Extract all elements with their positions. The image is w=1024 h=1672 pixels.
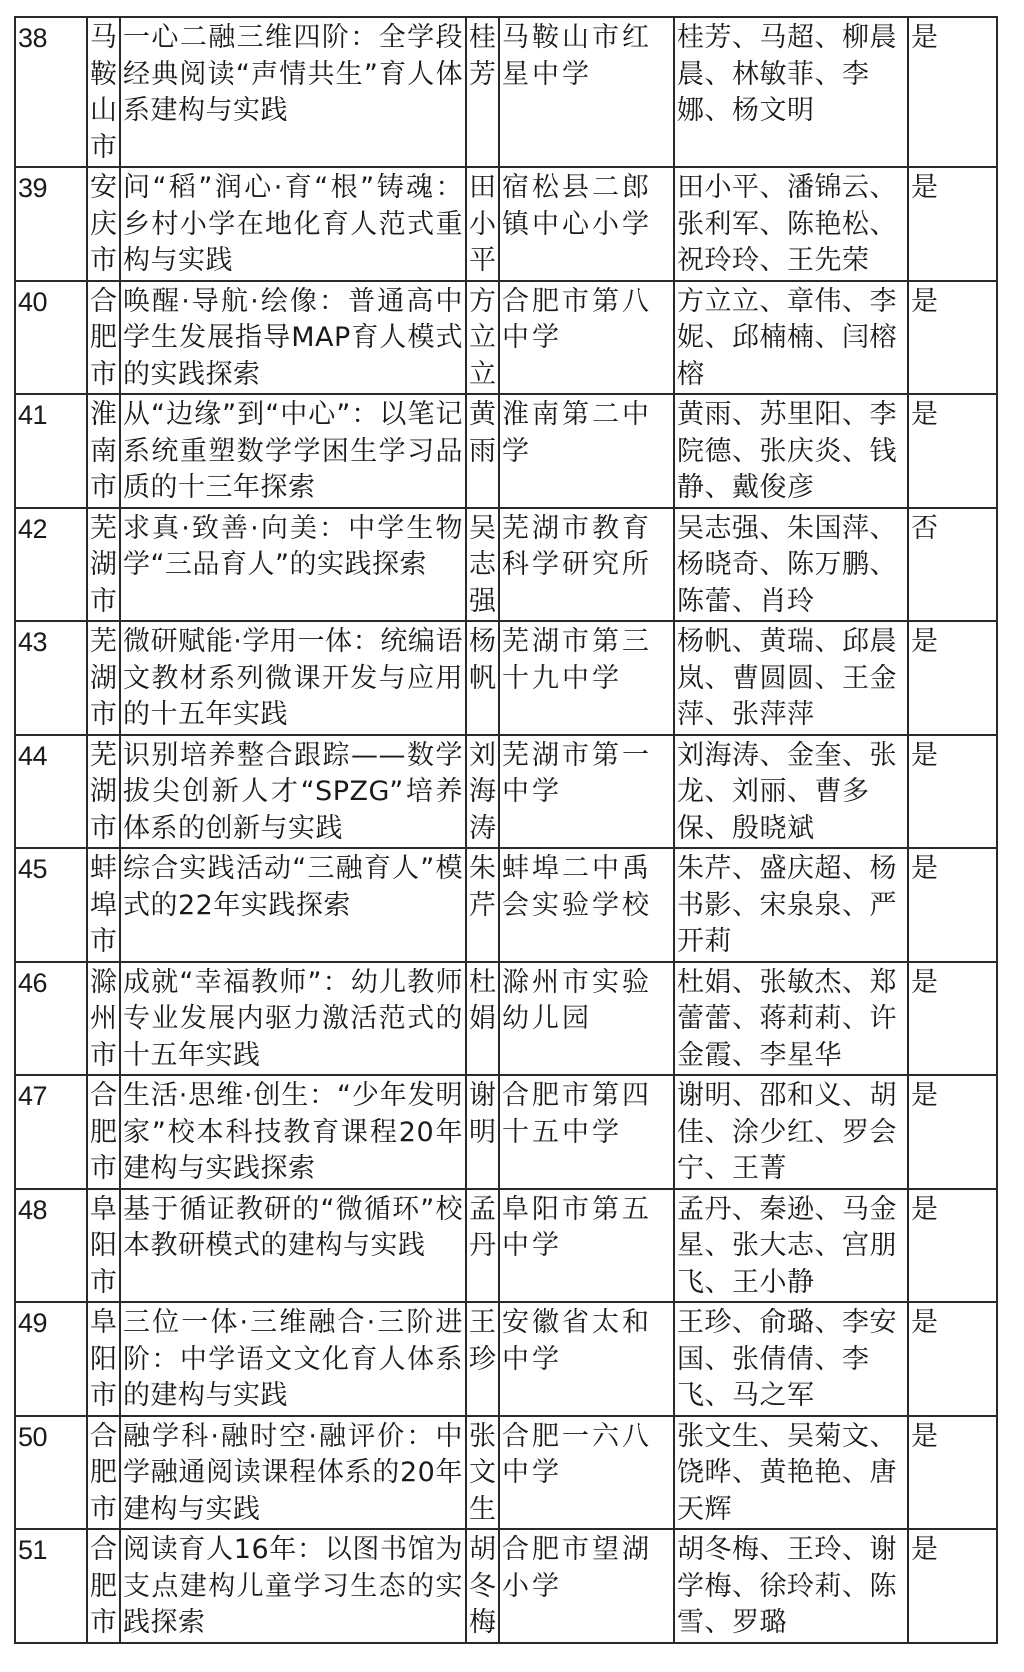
flag-cell: 是 <box>908 394 997 508</box>
lead-person-cell: 黄雨 <box>466 394 499 508</box>
table-row <box>15 1302 997 1416</box>
members-cell: 杜娟、张敏杰、郑蕾蕾、蒋莉莉、许金霞、李星华 <box>674 962 908 1076</box>
members-cell: 田小平、潘锦云、张利军、陈艳松、祝玲玲、王先荣 <box>674 167 908 281</box>
table-row <box>15 167 997 281</box>
project-title-cell: 从“边缘”到“中心”：以笔记系统重塑数学学困生学习品质的十三年探索 <box>120 394 466 508</box>
project-title-cell: 基于循证教研的“微循环”校本教研模式的建构与实践 <box>120 1189 466 1303</box>
lead-person-cell: 刘海涛 <box>466 735 499 849</box>
city-cell: 蚌埠市 <box>87 848 120 962</box>
flag-cell: 是 <box>908 1529 997 1643</box>
table-row <box>15 1189 997 1303</box>
members-cell: 张文生、吴菊文、饶晔、黄艳艳、唐天辉 <box>674 1416 908 1530</box>
lead-person-cell: 王珍 <box>466 1302 499 1416</box>
unit-cell: 阜阳市第五中学 <box>499 1189 674 1303</box>
lead-person-cell: 桂芳 <box>466 17 499 167</box>
project-title-cell: 一心二融三维四阶：全学段经典阅读“声情共生”育人体系建构与实践 <box>120 17 466 167</box>
table-row <box>15 848 997 962</box>
row-number: 45 <box>15 848 87 962</box>
members-cell: 桂芳、马超、柳晨晨、林敏菲、李娜、杨文明 <box>674 17 908 167</box>
flag-cell: 是 <box>908 17 997 167</box>
lead-person-cell: 田小平 <box>466 167 499 281</box>
table-body <box>15 17 997 1643</box>
flag-cell: 是 <box>908 1189 997 1303</box>
unit-cell: 芜湖市第三十九中学 <box>499 621 674 735</box>
lead-person-cell: 谢明 <box>466 1075 499 1189</box>
members-cell: 朱芹、盛庆超、杨书影、宋泉泉、严开莉 <box>674 848 908 962</box>
unit-cell: 淮南第二中学 <box>499 394 674 508</box>
table-row <box>15 1529 997 1643</box>
members-cell: 吴志强、朱国萍、杨晓奇、陈万鹏、陈蕾、肖玲 <box>674 508 908 622</box>
table-row <box>15 735 997 849</box>
flag-cell: 是 <box>908 1075 997 1189</box>
lead-person-cell: 方立立 <box>466 281 499 395</box>
unit-cell: 芜湖市第一中学 <box>499 735 674 849</box>
row-number: 51 <box>15 1529 87 1643</box>
unit-cell: 宿松县二郎镇中心小学 <box>499 167 674 281</box>
members-cell: 黄雨、苏里阳、李院德、张庆炎、钱静、戴俊彦 <box>674 394 908 508</box>
project-title-cell: 三位一体·三维融合·三阶进阶：中学语文文化育人体系的建构与实践 <box>120 1302 466 1416</box>
members-cell: 杨帆、黄瑞、邱晨岚、曹圆圆、王金萍、张萍萍 <box>674 621 908 735</box>
row-number: 39 <box>15 167 87 281</box>
row-number: 38 <box>15 17 87 167</box>
row-number: 41 <box>15 394 87 508</box>
members-cell: 方立立、章伟、李妮、邱楠楠、闫榕榕 <box>674 281 908 395</box>
flag-cell: 是 <box>908 735 997 849</box>
members-cell: 胡冬梅、王玲、谢学梅、徐玲莉、陈雪、罗璐 <box>674 1529 908 1643</box>
unit-cell: 合肥一六八中学 <box>499 1416 674 1530</box>
project-title-cell: 阅读育人16年：以图书馆为支点建构儿童学习生态的实践探索 <box>120 1529 466 1643</box>
city-cell: 合肥市 <box>87 1529 120 1643</box>
unit-cell: 芜湖市教育科学研究所 <box>499 508 674 622</box>
row-number: 42 <box>15 508 87 622</box>
table-row <box>15 281 997 395</box>
city-cell: 合肥市 <box>87 1075 120 1189</box>
project-title-cell: 成就“幸福教师”：幼儿教师专业发展内驱力激活范式的十五年实践 <box>120 962 466 1076</box>
row-number: 48 <box>15 1189 87 1303</box>
lead-person-cell: 孟丹 <box>466 1189 499 1303</box>
project-title-cell: 识别培养整合跟踪——数学拔尖创新人才“SPZG”培养体系的创新与实践 <box>120 735 466 849</box>
flag-cell: 是 <box>908 848 997 962</box>
project-title-cell: 问“稻”润心·育“根”铸魂：乡村小学在地化育人范式重构与实践 <box>120 167 466 281</box>
lead-person-cell: 吴志强 <box>466 508 499 622</box>
table-row <box>15 962 997 1076</box>
project-title-cell: 唤醒·导航·绘像：普通高中学生发展指导MAP育人模式的实践探索 <box>120 281 466 395</box>
flag-cell: 是 <box>908 1302 997 1416</box>
city-cell: 淮南市 <box>87 394 120 508</box>
city-cell: 芜湖市 <box>87 621 120 735</box>
members-cell: 谢明、邵和义、胡佳、涂少红、罗会宁、王菁 <box>674 1075 908 1189</box>
project-title-cell: 求真·致善·向美：中学生物学“三品育人”的实践探索 <box>120 508 466 622</box>
row-number: 47 <box>15 1075 87 1189</box>
flag-cell: 否 <box>908 508 997 622</box>
project-title-cell: 融学科·融时空·融评价：中学融通阅读课程体系的20年建构与实践 <box>120 1416 466 1530</box>
flag-cell: 是 <box>908 167 997 281</box>
members-cell: 孟丹、秦逊、马金星、张大志、宫朋飞、王小静 <box>674 1189 908 1303</box>
row-number: 46 <box>15 962 87 1076</box>
city-cell: 马鞍山市 <box>87 17 120 167</box>
unit-cell: 安徽省太和中学 <box>499 1302 674 1416</box>
row-number: 43 <box>15 621 87 735</box>
table-row <box>15 394 997 508</box>
project-title-cell: 生活·思维·创生：“少年发明家”校本科技教育课程20年建构与实践探索 <box>120 1075 466 1189</box>
city-cell: 芜湖市 <box>87 735 120 849</box>
table-row <box>15 1416 997 1530</box>
unit-cell: 滁州市实验幼儿园 <box>499 962 674 1076</box>
unit-cell: 马鞍山市红星中学 <box>499 17 674 167</box>
city-cell: 合肥市 <box>87 1416 120 1530</box>
table-row <box>15 508 997 622</box>
row-number: 50 <box>15 1416 87 1530</box>
row-number: 49 <box>15 1302 87 1416</box>
city-cell: 安庆市 <box>87 167 120 281</box>
city-cell: 阜阳市 <box>87 1189 120 1303</box>
project-title-cell: 综合实践活动“三融育人”模式的22年实践探索 <box>120 848 466 962</box>
results-table <box>14 16 998 1644</box>
city-cell: 滁州市 <box>87 962 120 1076</box>
row-number: 44 <box>15 735 87 849</box>
lead-person-cell: 张文生 <box>466 1416 499 1530</box>
row-number: 40 <box>15 281 87 395</box>
lead-person-cell: 胡冬梅 <box>466 1529 499 1643</box>
table-row <box>15 17 997 167</box>
unit-cell: 合肥市第八中学 <box>499 281 674 395</box>
lead-person-cell: 杜娟 <box>466 962 499 1076</box>
unit-cell: 蚌埠二中禹会实验学校 <box>499 848 674 962</box>
flag-cell: 是 <box>908 621 997 735</box>
lead-person-cell: 杨帆 <box>466 621 499 735</box>
city-cell: 阜阳市 <box>87 1302 120 1416</box>
unit-cell: 合肥市第四十五中学 <box>499 1075 674 1189</box>
table-row <box>15 1075 997 1189</box>
flag-cell: 是 <box>908 281 997 395</box>
city-cell: 合肥市 <box>87 281 120 395</box>
city-cell: 芜湖市 <box>87 508 120 622</box>
flag-cell: 是 <box>908 1416 997 1530</box>
lead-person-cell: 朱芹 <box>466 848 499 962</box>
project-title-cell: 微研赋能·学用一体：统编语文教材系列微课开发与应用的十五年实践 <box>120 621 466 735</box>
flag-cell: 是 <box>908 962 997 1076</box>
unit-cell: 合肥市望湖小学 <box>499 1529 674 1643</box>
table-row <box>15 621 997 735</box>
members-cell: 刘海涛、金奎、张龙、刘丽、曹多保、殷晓斌 <box>674 735 908 849</box>
members-cell: 王珍、俞璐、李安国、张倩倩、李飞、马之军 <box>674 1302 908 1416</box>
